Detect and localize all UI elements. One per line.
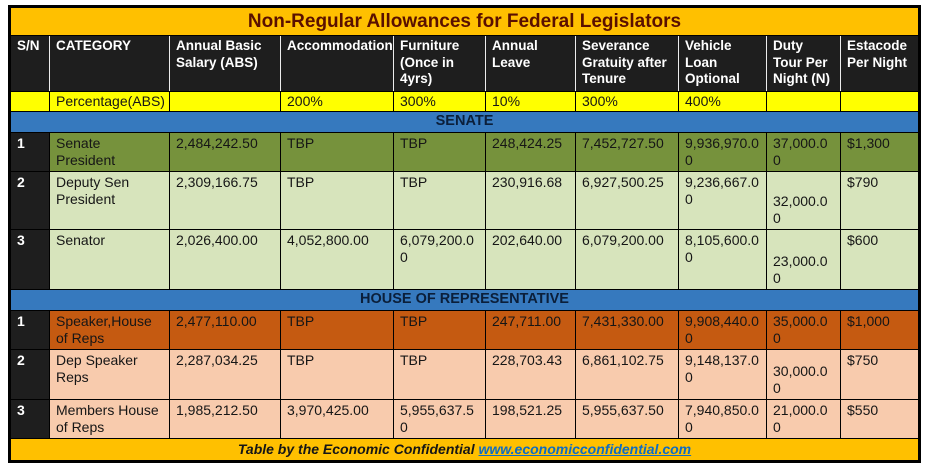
cell-furniture: TBP xyxy=(394,310,486,349)
cell-accommodation: TBP xyxy=(281,310,394,349)
cell-sn: 2 xyxy=(10,172,50,230)
cell-annual-leave: 228,703.43 xyxy=(486,349,576,399)
cell-sn: 3 xyxy=(10,399,50,438)
cell-duty-tour: 37,000.00 xyxy=(767,132,841,171)
cell-estacode: $790 xyxy=(841,172,920,230)
cell-estacode: $600 xyxy=(841,230,920,290)
cell-sn: 1 xyxy=(10,310,50,349)
cell-severance: 7,431,330.00 xyxy=(576,310,679,349)
cell-severance: 6,927,500.25 xyxy=(576,172,679,230)
cell-estacode: $1,000 xyxy=(841,310,920,349)
percentage-row xyxy=(10,92,920,112)
column-header-vehicle-loan: Vehicle Loan Optional xyxy=(679,36,767,92)
cell-accommodation: 3,970,425.00 xyxy=(281,399,394,438)
header-row xyxy=(10,36,920,92)
column-header-estacode: Estacode Per Night xyxy=(841,36,920,92)
cell-vehicle-loan: 9,908,440.00 xyxy=(679,310,767,349)
title-row xyxy=(10,7,920,36)
column-header-category: CATEGORY xyxy=(50,36,170,92)
cell-category: Speaker,House of Reps xyxy=(50,310,170,349)
cell-duty-tour: 32,000.00 xyxy=(767,172,841,230)
column-header-severance: Severance Gratuity after Tenure xyxy=(576,36,679,92)
cell-vehicle-loan: 9,236,667.00 xyxy=(679,172,767,230)
cell-abs: 2,484,242.50 xyxy=(170,132,281,171)
cell-category: Dep Speaker Reps xyxy=(50,349,170,399)
cell-abs: 2,287,034.25 xyxy=(170,349,281,399)
section-row xyxy=(10,290,920,311)
table-row xyxy=(10,349,920,399)
column-header-furniture: Furniture (Once in 4yrs) xyxy=(394,36,486,92)
cell-annual-leave: 248,424.25 xyxy=(486,132,576,171)
cell-abs: 2,477,110.00 xyxy=(170,310,281,349)
cell-vehicle-loan: 7,940,850.00 xyxy=(679,399,767,438)
cell-vehicle-loan: 9,936,970.00 xyxy=(679,132,767,171)
cell-annual-leave: 247,711.00 xyxy=(486,310,576,349)
cell-accommodation: 200% xyxy=(281,92,394,112)
cell-furniture: 300% xyxy=(394,92,486,112)
cell-severance: 7,452,727.50 xyxy=(576,132,679,171)
section-header-house: HOUSE OF REPRESENTATIVE xyxy=(10,290,920,311)
footer-row xyxy=(10,439,920,462)
cell-abs: 2,026,400.00 xyxy=(170,230,281,290)
page-title: Non-Regular Allowances for Federal Legislators xyxy=(10,7,920,36)
cell-sn xyxy=(10,92,50,112)
cell-furniture: 5,955,637.50 xyxy=(394,399,486,438)
section-header-senate: SENATE xyxy=(10,112,920,133)
cell-severance: 6,079,200.00 xyxy=(576,230,679,290)
cell-furniture: TBP xyxy=(394,349,486,399)
cell-severance: 300% xyxy=(576,92,679,112)
cell-vehicle-loan: 8,105,600.00 xyxy=(679,230,767,290)
cell-estacode xyxy=(841,92,920,112)
cell-accommodation: 4,052,800.00 xyxy=(281,230,394,290)
cell-sn: 2 xyxy=(10,349,50,399)
footer-link[interactable]: www.economicconfidential.com xyxy=(478,441,692,458)
table-row xyxy=(10,399,920,438)
column-header-abs: Annual Basic Salary (ABS) xyxy=(170,36,281,92)
cell-annual-leave: 10% xyxy=(486,92,576,112)
cell-duty-tour xyxy=(767,92,841,112)
cell-category: Percentage(ABS) xyxy=(50,92,170,112)
table-row xyxy=(10,230,920,290)
cell-duty-tour: 21,000.00 xyxy=(767,399,841,438)
cell-abs: 2,309,166.75 xyxy=(170,172,281,230)
cell-duty-tour: 30,000.00 xyxy=(767,349,841,399)
footer-credit-text: Table by the Economic Confidential xyxy=(237,441,475,458)
cell-duty-tour: 35,000.00 xyxy=(767,310,841,349)
cell-duty-tour: 23,000.00 xyxy=(767,230,841,290)
cell-abs xyxy=(170,92,281,112)
cell-furniture: 6,079,200.00 xyxy=(394,230,486,290)
cell-estacode: $750 xyxy=(841,349,920,399)
section-row xyxy=(10,112,920,133)
cell-category: Senator xyxy=(50,230,170,290)
cell-annual-leave: 230,916.68 xyxy=(486,172,576,230)
cell-accommodation: TBP xyxy=(281,349,394,399)
cell-annual-leave: 198,521.25 xyxy=(486,399,576,438)
table-row xyxy=(10,310,920,349)
table-row xyxy=(10,172,920,230)
table-row xyxy=(10,132,920,171)
column-header-duty-tour: Duty Tour Per Night (N) xyxy=(767,36,841,92)
cell-vehicle-loan: 9,148,137.00 xyxy=(679,349,767,399)
footer xyxy=(10,439,920,462)
column-header-sn: S/N xyxy=(10,36,50,92)
cell-sn: 3 xyxy=(10,230,50,290)
cell-category: Deputy Sen President xyxy=(50,172,170,230)
cell-category: Members House of Reps xyxy=(50,399,170,438)
cell-estacode: $550 xyxy=(841,399,920,438)
cell-abs: 1,985,212.50 xyxy=(170,399,281,438)
cell-vehicle-loan: 400% xyxy=(679,92,767,112)
cell-furniture: TBP xyxy=(394,132,486,171)
cell-estacode: $1,300 xyxy=(841,132,920,171)
allowances-table xyxy=(8,5,921,463)
cell-accommodation: TBP xyxy=(281,172,394,230)
cell-severance: 5,955,637.50 xyxy=(576,399,679,438)
cell-accommodation: TBP xyxy=(281,132,394,171)
column-header-annual-leave: Annual Leave xyxy=(486,36,576,92)
cell-category: Senate President xyxy=(50,132,170,171)
cell-annual-leave: 202,640.00 xyxy=(486,230,576,290)
cell-sn: 1 xyxy=(10,132,50,171)
column-header-accommodation: Accommodation xyxy=(281,36,394,92)
cell-severance: 6,861,102.75 xyxy=(576,349,679,399)
cell-furniture: TBP xyxy=(394,172,486,230)
